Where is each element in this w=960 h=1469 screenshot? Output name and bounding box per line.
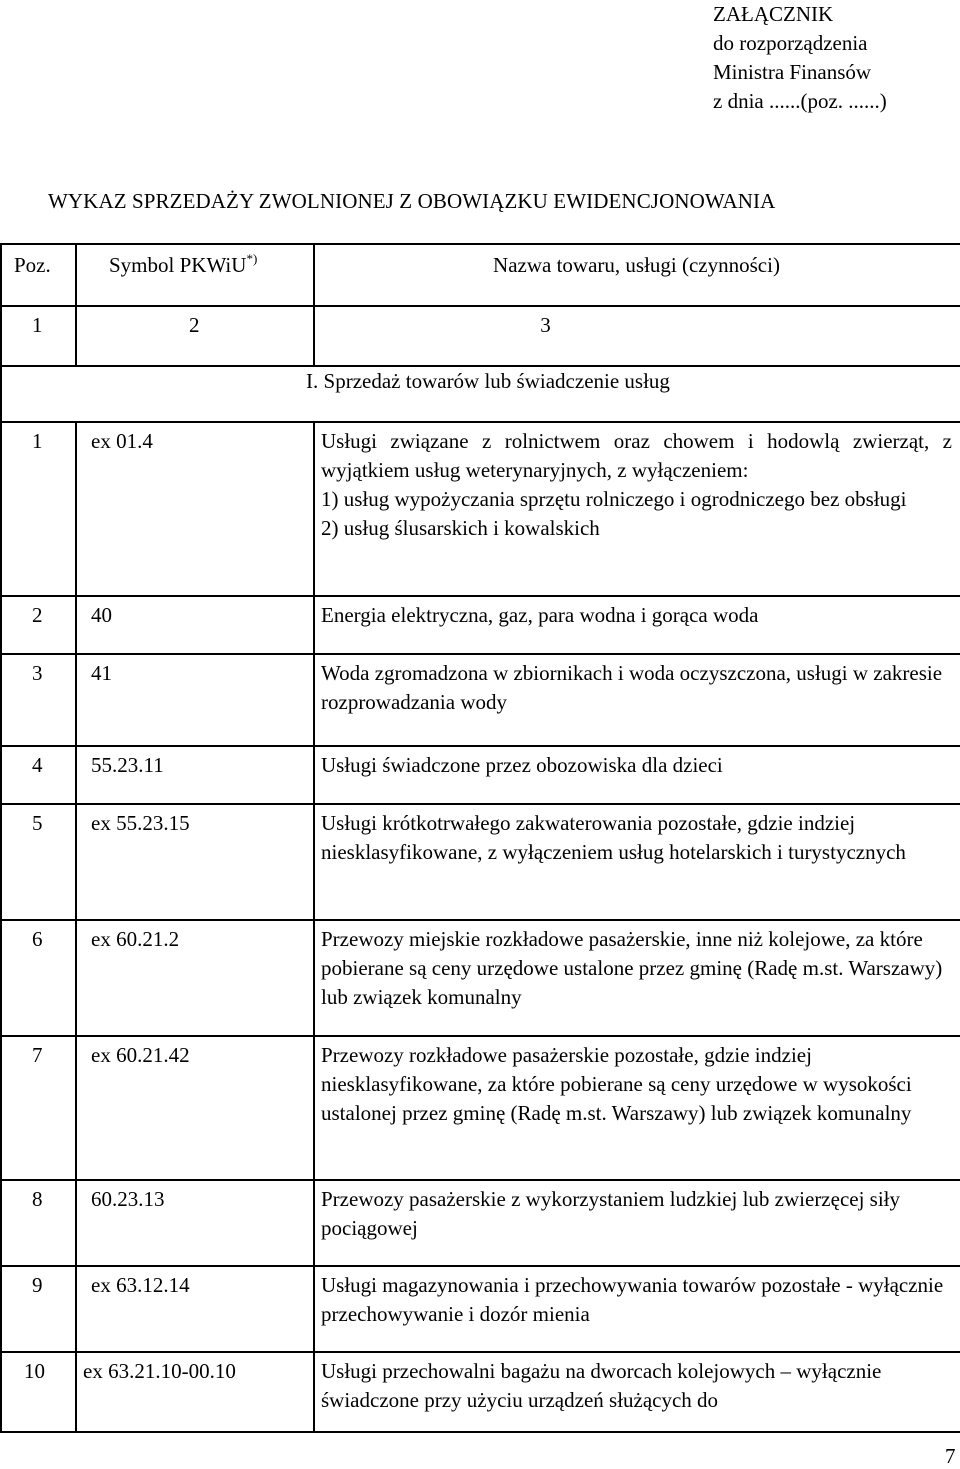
row-symbol: 40	[76, 596, 314, 654]
row-name: Przewozy rozkładowe pasażerskie pozostałe, gdzie indziej niesklasyfikowane, za które pobierane są ceny urzędowe w wysokości ustalonej przez gminę (Radę m.st. Warszawy) lub związek komunalny	[314, 1036, 960, 1180]
column-number-2: 2	[76, 306, 314, 366]
table-row	[1, 1180, 960, 1266]
row-name-exclusion-1: 1) usług wypożyczania sprzętu rolniczego i ogrodniczego bez obsługi	[321, 487, 907, 511]
exemption-table	[0, 243, 960, 1433]
row-symbol: 55.23.11	[76, 746, 314, 804]
row-number: 4	[1, 746, 76, 804]
row-number: 9	[1, 1266, 76, 1352]
row-number: 7	[1, 1036, 76, 1180]
header-symbol	[76, 244, 314, 306]
row-number: 6	[1, 920, 76, 1036]
row-symbol: ex 60.21.42	[76, 1036, 314, 1180]
row-symbol: ex 63.21.10-00.10	[76, 1352, 314, 1432]
row-symbol: ex 63.12.14	[76, 1266, 314, 1352]
row-name: Usługi magazynowania i przechowywania towarów pozostałe - wyłącznie przechowywanie i dozór mienia	[314, 1266, 960, 1352]
table-row	[1, 1036, 960, 1180]
table-row	[1, 654, 960, 746]
table-row	[1, 1266, 960, 1352]
section-heading: I. Sprzedaż towarów lub świadczenie usług	[306, 369, 670, 393]
row-name: Usługi świadczone przez obozowiska dla dzieci	[314, 746, 960, 804]
row-name: Woda zgromadzona w zbiornikach i woda oczyszczona, usługi w zakresie rozprowadzania wody	[314, 654, 960, 746]
row-name-exclusion-2: 2) usług ślusarskich i kowalskich	[321, 516, 600, 540]
section-heading-cell	[1, 366, 960, 422]
header-symbol-footnote: *)	[246, 251, 258, 266]
table-header-row	[1, 244, 960, 306]
header-poz: Poz.	[1, 244, 76, 306]
annex-line-1: ZAŁĄCZNIK	[713, 2, 834, 26]
annex-header	[713, 0, 887, 116]
row-number: 1	[1, 422, 76, 596]
column-numbers-row	[1, 306, 960, 366]
table-row	[1, 596, 960, 654]
section-row	[1, 366, 960, 422]
row-name: Energia elektryczna, gaz, para wodna i gorąca woda	[314, 596, 960, 654]
row-name: Przewozy pasażerskie z wykorzystaniem ludzkiej lub zwierzęcej siły pociągowej	[314, 1180, 960, 1266]
annex-line-3: Ministra Finansów	[713, 60, 872, 84]
table-row	[1, 1352, 960, 1432]
row-number: 2	[1, 596, 76, 654]
row-number: 3	[1, 654, 76, 746]
table-row	[1, 804, 960, 920]
row-symbol: ex 60.21.2	[76, 920, 314, 1036]
row-name	[314, 422, 960, 596]
annex-line-2: do rozporządzenia	[713, 31, 868, 55]
annex-line-4: z dnia ......(poz. ......)	[713, 89, 887, 113]
row-symbol: ex 01.4	[76, 422, 314, 596]
table-row	[1, 920, 960, 1036]
row-symbol: 60.23.13	[76, 1180, 314, 1266]
row-number: 10	[1, 1352, 76, 1432]
page-number: 7	[945, 1444, 956, 1468]
row-name: Usługi przechowalni bagażu na dworcach kolejowych – wyłącznie świadczone przy użyciu urządzeń służących do	[314, 1352, 960, 1432]
header-name: Nazwa towaru, usługi (czynności)	[314, 244, 960, 306]
row-name: Usługi krótkotrwałego zakwaterowania pozostałe, gdzie indziej niesklasyfikowane, z wyłączeniem usług hotelarskich i turystycznych	[314, 804, 960, 920]
table-row	[1, 746, 960, 804]
table-row	[1, 422, 960, 596]
header-symbol-label: Symbol PKWiU	[109, 253, 247, 277]
row-symbol: ex 55.23.15	[76, 804, 314, 920]
row-number: 5	[1, 804, 76, 920]
row-name-main: Usługi związane z rolnictwem oraz chowem i hodowlą zwierząt, z wyjątkiem usług weterynaryjnych, z wyłączeniem:	[321, 429, 952, 482]
row-symbol: 41	[76, 654, 314, 746]
column-number-1: 1	[1, 306, 76, 366]
row-name: Przewozy miejskie rozkładowe pasażerskie, inne niż kolejowe, za które pobierane są ceny urzędowe ustalone przez gminę (Radę m.st. Warszawy) lub związek komunalny	[314, 920, 960, 1036]
column-number-3: 3	[314, 306, 960, 366]
document-title: WYKAZ SPRZEDAŻY ZWOLNIONEJ Z OBOWIĄZKU EWIDENCJONOWANIA	[48, 189, 776, 213]
row-number: 8	[1, 1180, 76, 1266]
